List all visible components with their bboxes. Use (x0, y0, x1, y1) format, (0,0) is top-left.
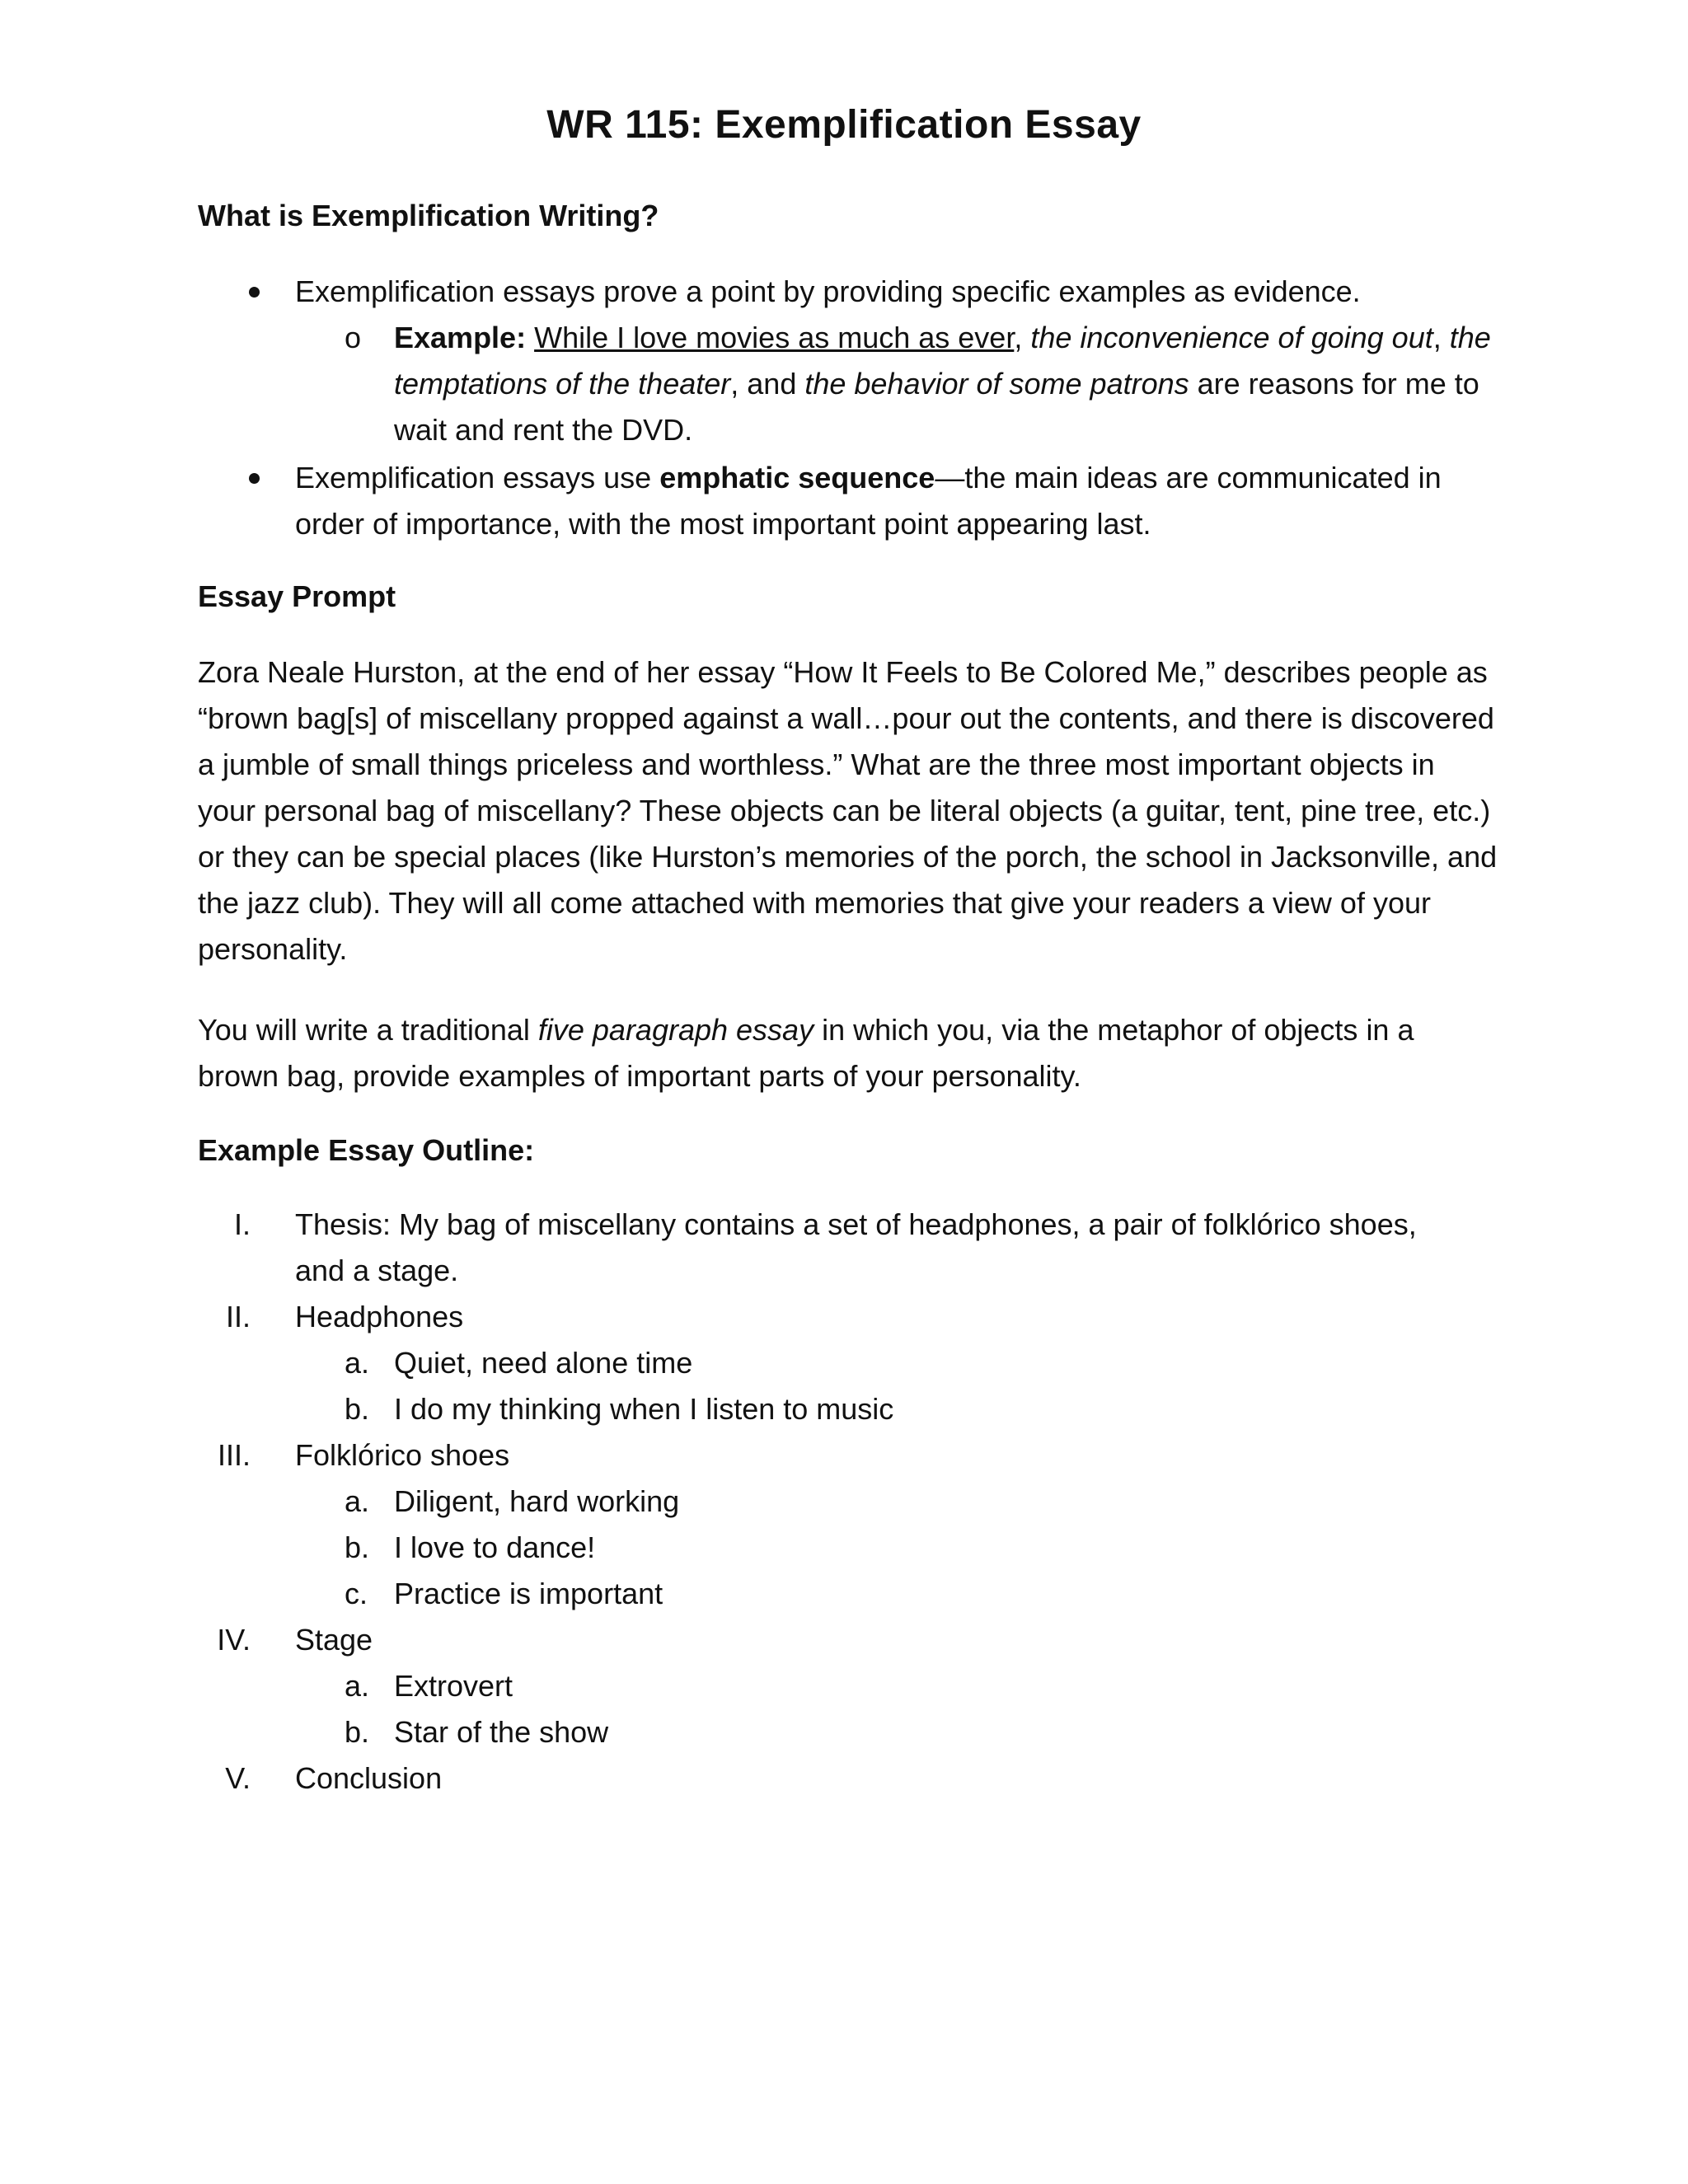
example-italic-2: the temptations of the theater (394, 321, 1491, 401)
outline-subitem (198, 1709, 1500, 1755)
outline-subitem (198, 1663, 1500, 1709)
paragraph-part: You will write a traditional (198, 1013, 538, 1047)
example-sep: , (1014, 321, 1031, 354)
outline-letter: a. (345, 1484, 370, 1518)
bullet-icon (249, 473, 260, 484)
bullet-bold-term: emphatic sequence (659, 461, 935, 494)
section-heading-what-is: What is Exemplification Writing? (198, 199, 659, 232)
bullet-item (198, 269, 1500, 315)
document-title: WR 115: Exemplification Essay (546, 103, 1142, 147)
outline-subtext: I love to dance! (394, 1530, 596, 1564)
example-label: Example: (394, 321, 527, 354)
outline-numeral: IV. (217, 1623, 251, 1657)
outline-numeral: V. (225, 1761, 251, 1795)
circle-bullet-icon: o (345, 321, 362, 354)
outline-letter: a. (345, 1669, 370, 1703)
outline-subtext: Quiet, need alone time (394, 1346, 693, 1380)
outline-subtext: Diligent, hard working (394, 1484, 680, 1518)
example-sep: , and (730, 367, 805, 401)
section-heading-essay-prompt: Essay Prompt (198, 579, 396, 613)
outline-text: Headphones (295, 1300, 464, 1333)
outline-subitem (198, 1525, 1500, 1571)
example-tail: are reasons for me to wait and rent the DVD. (394, 367, 1479, 447)
example-text (394, 315, 1515, 453)
example-underlined: While I love movies as much as ever (534, 321, 1015, 354)
outline-letter: b. (345, 1392, 370, 1426)
bullet-text (295, 455, 1500, 547)
example-italic-1: the inconvenience of going out (1030, 321, 1433, 354)
paragraph-part: in which you, via the metaphor of objects in a brown bag, provide examples of important parts of your personality. (198, 1013, 1414, 1093)
outline-letter: c. (345, 1577, 368, 1610)
outline-text: Thesis: My bag of miscellany contains a set of headphones, a pair of folklórico shoes, (295, 1207, 1417, 1241)
outline-subitem (198, 1479, 1500, 1525)
outline-item (198, 1617, 1500, 1663)
outline-item (198, 1432, 1500, 1479)
outline-subtext: I do my thinking when I listen to music (394, 1392, 894, 1426)
outline-numeral: II. (225, 1300, 251, 1333)
outline-numeral: I. (233, 1207, 251, 1241)
outline-text: Folklórico shoes (295, 1438, 510, 1472)
prompt-paragraph: Zora Neale Hurston, at the end of her essay “How It Feels to Be Colored Me,” describes people as “brown bag[s] of miscellany propped against a wall…pour out the contents, and there is discovered a jumble of small things priceless and worthless.” What are the three most important objects in your personal bag of miscellany? These objects can be literal objects (a guitar, tent, pine tree, etc.) or they can be special places (like Hurston’s memories of the porch, the school in Jacksonville, and the jazz club). They will all come attached with memories that give your readers a view of your personality. (198, 655, 1498, 966)
paragraph-italic: five paragraph essay (537, 1013, 814, 1047)
outline-text: Stage (295, 1623, 373, 1657)
outline-letter: b. (345, 1530, 370, 1564)
outline-text: Conclusion (295, 1761, 443, 1795)
outline-numeral: III. (217, 1438, 251, 1472)
outline-subtext: Practice is important (394, 1577, 663, 1610)
outline-item (198, 1202, 1500, 1294)
bullet-text: Exemplification essays prove a point by providing specific examples as evidence. (295, 274, 1361, 308)
outline-subtext: Extrovert (394, 1669, 513, 1703)
example-italic-3: the behavior of some patrons (804, 367, 1189, 401)
example-subitem (198, 315, 1500, 453)
assignment-paragraph (198, 1007, 1500, 1099)
outline-letter: b. (345, 1715, 370, 1749)
outline-subtext: Star of the show (394, 1715, 609, 1749)
outline-subitem (198, 1386, 1500, 1432)
example-sep: , (1432, 321, 1450, 354)
outline-subitem (198, 1340, 1500, 1386)
outline-letter: a. (345, 1346, 370, 1380)
outline-subitem (198, 1571, 1500, 1617)
bullet-text-part: Exemplification essays use (295, 461, 660, 494)
outline-item (198, 1294, 1500, 1340)
outline-text-continued: and a stage. (295, 1254, 459, 1287)
bullet-text-part: —the main ideas are communicated in order of importance, with the most important point appearing last. (295, 461, 1442, 541)
section-heading-outline: Example Essay Outline: (198, 1133, 535, 1167)
bullet-item (198, 455, 1500, 547)
outline-item (198, 1755, 1500, 1802)
bullet-icon (249, 287, 260, 298)
